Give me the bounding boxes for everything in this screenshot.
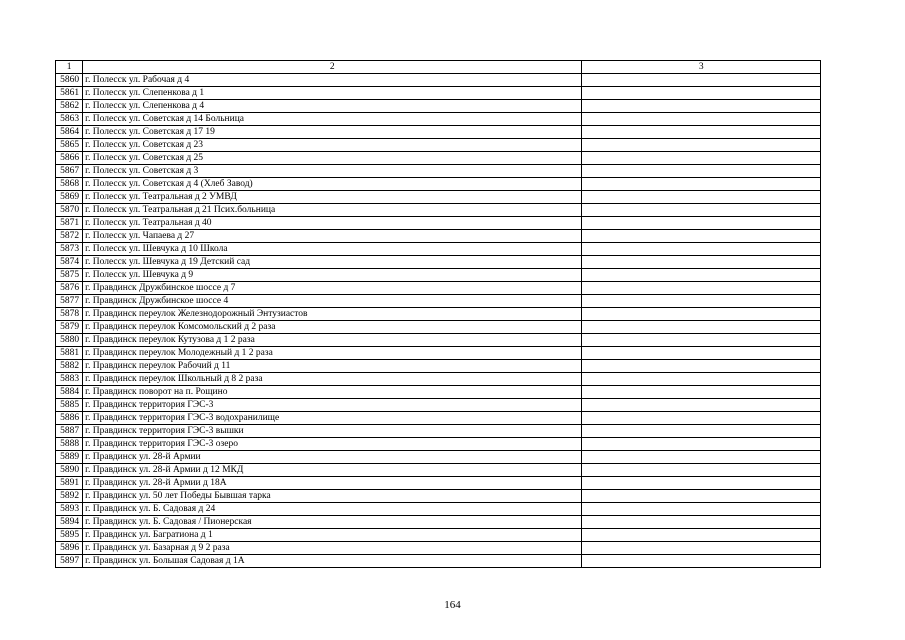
address-cell: г. Полесск ул. Советская д 4 (Хлеб Завод) [83, 178, 582, 191]
table-row [56, 230, 821, 243]
table-row [56, 126, 821, 139]
table-row [56, 217, 821, 230]
table-row [56, 204, 821, 217]
page-number: 164 [444, 599, 461, 611]
row-number-cell: 5883 [56, 373, 83, 386]
address-table [55, 60, 821, 568]
table-header-row [56, 61, 821, 74]
table-row [56, 282, 821, 295]
row-number-cell: 5874 [56, 256, 83, 269]
note-cell [582, 191, 821, 204]
row-number-cell: 5889 [56, 451, 83, 464]
address-cell: г. Правдинск ул. Базарная д 9 2 раза [83, 542, 582, 555]
table-row [56, 321, 821, 334]
note-cell [582, 490, 821, 503]
address-cell: г. Правдинск территория ГЭС-3 вышки [83, 425, 582, 438]
note-cell [582, 542, 821, 555]
table-row [56, 451, 821, 464]
address-cell: г. Правдинск ул. Б. Садовая д 24 [83, 503, 582, 516]
row-number-cell: 5861 [56, 87, 83, 100]
table-row [56, 477, 821, 490]
table-row [56, 516, 821, 529]
table-row [56, 542, 821, 555]
address-cell: г. Правдинск ул. 28-й Армии д 12 МКД [83, 464, 582, 477]
address-cell: г. Правдинск Дружбинское шоссе 4 [83, 295, 582, 308]
row-number-cell: 5873 [56, 243, 83, 256]
address-cell: г. Полесск ул. Советская д 3 [83, 165, 582, 178]
table-row [56, 464, 821, 477]
note-cell [582, 282, 821, 295]
note-cell [582, 139, 821, 152]
note-cell [582, 347, 821, 360]
table-row [56, 113, 821, 126]
note-cell [582, 217, 821, 230]
address-cell: г. Правдинск ул. 28-й Армии [83, 451, 582, 464]
table-row [56, 373, 821, 386]
address-cell: г. Полесск ул. Театральная д 40 [83, 217, 582, 230]
table-row [56, 412, 821, 425]
address-cell: г. Правдинск территория ГЭС-3 водохранилище [83, 412, 582, 425]
row-number-cell: 5892 [56, 490, 83, 503]
note-cell [582, 451, 821, 464]
address-cell: г. Полесск ул. Советская д 23 [83, 139, 582, 152]
note-cell [582, 477, 821, 490]
row-number-cell: 5871 [56, 217, 83, 230]
note-cell [582, 334, 821, 347]
address-cell: г. Полесск ул. Чапаева д 27 [83, 230, 582, 243]
row-number-cell: 5865 [56, 139, 83, 152]
row-number-cell: 5894 [56, 516, 83, 529]
address-cell: г. Правдинск переулок Молодежный д 1 2 раза [83, 347, 582, 360]
row-number-cell: 5891 [56, 477, 83, 490]
note-cell [582, 204, 821, 217]
address-cell: г. Правдинск ул. Багратиона д 1 [83, 529, 582, 542]
row-number-cell: 5868 [56, 178, 83, 191]
table-row [56, 529, 821, 542]
address-cell: г. Полесск ул. Советская д 25 [83, 152, 582, 165]
note-cell [582, 178, 821, 191]
row-number-cell: 5862 [56, 100, 83, 113]
row-number-cell: 5881 [56, 347, 83, 360]
address-cell: г. Полесск ул. Советская д 17 19 [83, 126, 582, 139]
note-cell [582, 373, 821, 386]
note-cell [582, 425, 821, 438]
note-cell [582, 308, 821, 321]
row-number-cell: 5866 [56, 152, 83, 165]
note-cell [582, 399, 821, 412]
address-cell: г. Правдинск ул. 28-й Армии д 18А [83, 477, 582, 490]
note-cell [582, 295, 821, 308]
row-number-cell: 5877 [56, 295, 83, 308]
row-number-cell: 5886 [56, 412, 83, 425]
address-cell: г. Полесск ул. Слепенкова д 1 [83, 87, 582, 100]
note-cell [582, 360, 821, 373]
address-cell: г. Правдинск переулок Школьный д 8 2 раза [83, 373, 582, 386]
address-cell: г. Полесск ул. Театральная д 2 УМВД [83, 191, 582, 204]
table-row [56, 386, 821, 399]
note-cell [582, 412, 821, 425]
address-cell: г. Правдинск переулок Кутузова д 1 2 раза [83, 334, 582, 347]
row-number-cell: 5863 [56, 113, 83, 126]
note-cell [582, 230, 821, 243]
row-number-cell: 5867 [56, 165, 83, 178]
table-row [56, 74, 821, 87]
table-row [56, 334, 821, 347]
row-number-cell: 5860 [56, 74, 83, 87]
row-number-cell: 5872 [56, 230, 83, 243]
row-number-cell: 5890 [56, 464, 83, 477]
address-cell: г. Правдинск поворот на п. Рощино [83, 386, 582, 399]
note-cell [582, 269, 821, 282]
note-cell [582, 100, 821, 113]
address-cell: г. Правдинск переулок Железнодорожный Энтузиастов [83, 308, 582, 321]
table-body [56, 61, 821, 568]
note-cell [582, 386, 821, 399]
note-cell [582, 87, 821, 100]
address-cell: г. Полесск ул. Рабочая д 4 [83, 74, 582, 87]
note-cell [582, 555, 821, 568]
note-cell [582, 516, 821, 529]
address-cell: г. Полесск ул. Слепенкова д 4 [83, 100, 582, 113]
table-row [56, 139, 821, 152]
note-cell [582, 438, 821, 451]
address-cell: г. Полесск ул. Театральная д 21 Псих.больница [83, 204, 582, 217]
address-cell: г. Полесск ул. Шевчука д 9 [83, 269, 582, 282]
row-number-cell: 5885 [56, 399, 83, 412]
header-cell-1: 1 [56, 61, 83, 74]
row-number-cell: 5880 [56, 334, 83, 347]
address-cell: г. Правдинск ул. Б. Садовая / Пионерская [83, 516, 582, 529]
address-cell: г. Правдинск переулок Рабочий д 11 [83, 360, 582, 373]
row-number-cell: 5864 [56, 126, 83, 139]
row-number-cell: 5870 [56, 204, 83, 217]
table-row [56, 295, 821, 308]
address-cell: г. Правдинск ул. 50 лет Победы Бывшая тарка [83, 490, 582, 503]
row-number-cell: 5896 [56, 542, 83, 555]
row-number-cell: 5882 [56, 360, 83, 373]
address-cell: г. Правдинск переулок Комсомольский д 2 раза [83, 321, 582, 334]
header-cell-3: 3 [582, 61, 821, 74]
header-cell-2: 2 [83, 61, 582, 74]
table-row [56, 269, 821, 282]
table-row [56, 243, 821, 256]
table-row [56, 165, 821, 178]
table-row [56, 100, 821, 113]
note-cell [582, 529, 821, 542]
address-cell: г. Правдинск территория ГЭС-3 [83, 399, 582, 412]
note-cell [582, 126, 821, 139]
table-row [56, 178, 821, 191]
note-cell [582, 321, 821, 334]
row-number-cell: 5893 [56, 503, 83, 516]
row-number-cell: 5887 [56, 425, 83, 438]
table-row [56, 152, 821, 165]
row-number-cell: 5879 [56, 321, 83, 334]
address-cell: г. Правдинск ул. Большая Садовая д 1А [83, 555, 582, 568]
table-row [56, 490, 821, 503]
table-row [56, 425, 821, 438]
note-cell [582, 152, 821, 165]
table-row [56, 503, 821, 516]
row-number-cell: 5884 [56, 386, 83, 399]
note-cell [582, 74, 821, 87]
table-row [56, 360, 821, 373]
table-row [56, 399, 821, 412]
row-number-cell: 5888 [56, 438, 83, 451]
row-number-cell: 5897 [56, 555, 83, 568]
note-cell [582, 256, 821, 269]
table-row [56, 87, 821, 100]
table-row [56, 256, 821, 269]
row-number-cell: 5875 [56, 269, 83, 282]
row-number-cell: 5895 [56, 529, 83, 542]
address-cell: г. Полесск ул. Шевчука д 10 Школа [83, 243, 582, 256]
note-cell [582, 113, 821, 126]
note-cell [582, 243, 821, 256]
note-cell [582, 464, 821, 477]
table-row [56, 347, 821, 360]
note-cell [582, 165, 821, 178]
address-cell: г. Правдинск территория ГЭС-3 озеро [83, 438, 582, 451]
table-row [56, 191, 821, 204]
note-cell [582, 503, 821, 516]
table-row [56, 438, 821, 451]
address-cell: г. Правдинск Дружбинское шоссе д 7 [83, 282, 582, 295]
address-cell: г. Полесск ул. Шевчука д 19 Детский сад [83, 256, 582, 269]
row-number-cell: 5869 [56, 191, 83, 204]
row-number-cell: 5876 [56, 282, 83, 295]
table-row [56, 308, 821, 321]
address-cell: г. Полесск ул. Советская д 14 Больница [83, 113, 582, 126]
row-number-cell: 5878 [56, 308, 83, 321]
table-row [56, 555, 821, 568]
